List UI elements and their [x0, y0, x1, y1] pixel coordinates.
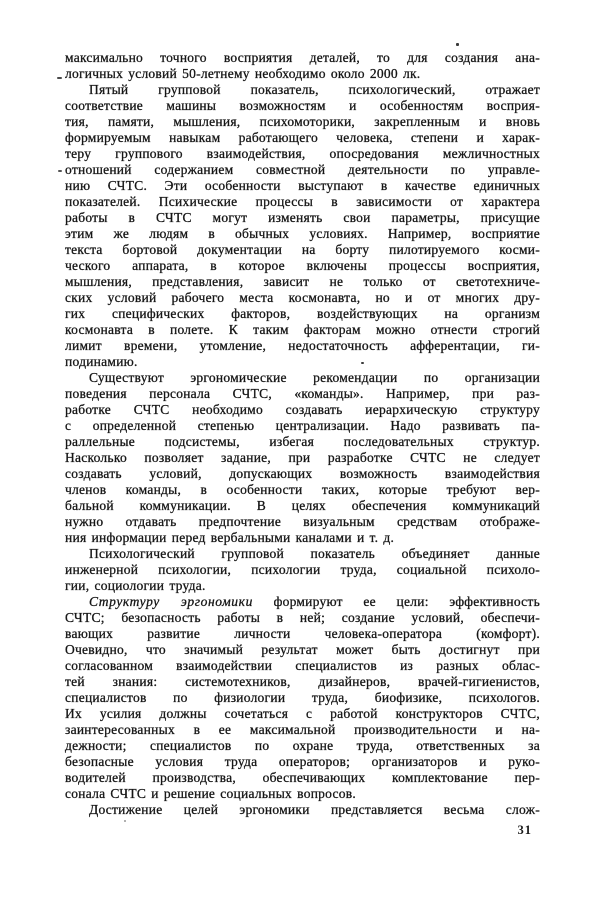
text-line	[65, 66, 540, 82]
scan-speck	[456, 43, 459, 46]
text-segment: лимит времени, утомление, недостаточность афферентации, ги-	[65, 338, 540, 353]
scan-speck	[361, 362, 364, 364]
text-line	[65, 514, 540, 530]
text-segment: Насколько позволяет задание, при разработке СЧТС не следует	[65, 450, 540, 465]
text-segment: теру группового взаимодействия, опосредования межличностных	[65, 146, 540, 161]
text-segment: специалистов по физиологии труда, биофизике, психологов.	[65, 690, 540, 705]
text-line	[65, 786, 540, 802]
text-line	[65, 738, 540, 754]
scan-speck	[57, 77, 62, 79]
text-segment: дежности; специалистов по охране труда, ответственных за	[65, 738, 540, 753]
text-line	[65, 226, 540, 242]
text-line	[65, 546, 540, 562]
text-line	[65, 98, 540, 114]
text-segment: работы в СЧТС могут изменять свои параметры, присущие	[65, 210, 540, 225]
text-line	[65, 674, 540, 690]
text-line	[65, 498, 540, 514]
text-line	[65, 722, 540, 738]
text-segment: показателей. Психические процессы в зависимости от характера	[65, 194, 540, 209]
text-line	[65, 178, 540, 194]
text-line	[65, 610, 540, 626]
text-segment: нию СЧТС. Эти особенности выступают в качестве единичных	[65, 178, 540, 193]
text-line	[65, 706, 540, 722]
text-line	[65, 130, 540, 146]
italic-text-segment: Структуру эргономики	[89, 594, 253, 609]
text-line	[65, 370, 540, 386]
page-number: 31	[517, 823, 532, 837]
text-line	[65, 578, 540, 594]
text-segment: ских условий рабочего места космонавта, но и от многих дру-	[65, 290, 540, 305]
text-segment: создавать условий, допускающих возможность взаимодействия	[65, 466, 540, 481]
text-segment: Существуют эргономические рекомендации по организации	[89, 370, 540, 385]
text-line	[65, 802, 540, 818]
text-line	[65, 530, 540, 546]
scan-speck	[58, 170, 62, 172]
text-segment: формируют ее цели: эффективность	[252, 594, 540, 609]
text-segment: Достижение целей эргономики представляется весьма слож-	[89, 802, 540, 817]
text-segment: согласованном взаимодействии специалистов из разных облас-	[65, 658, 540, 673]
text-line	[65, 258, 540, 274]
text-segment: Пятый групповой показатель, психологический, отражает	[89, 82, 540, 97]
text-line	[65, 562, 540, 578]
text-line	[65, 434, 540, 450]
text-line	[65, 770, 540, 786]
text-segment: мышления, представления, зависит не только от светотехниче-	[65, 274, 540, 289]
text-segment: соответствие машины возможностям и особенностям восприя-	[65, 98, 540, 113]
text-segment: Их усилия должны сочетаться с работой конструкторов СЧТС,	[65, 706, 540, 721]
text-segment: формируемым навыкам работающего человека, степени и харак-	[65, 130, 540, 145]
text-segment: водителей производства, обеспечивающих комплектование пер-	[65, 770, 540, 785]
text-line	[65, 418, 540, 434]
text-line	[65, 242, 540, 258]
text-line	[65, 146, 540, 162]
text-line	[65, 658, 540, 674]
text-line	[65, 114, 540, 130]
text-segment: отношений содержанием совместной деятельности по управле-	[65, 162, 540, 177]
text-line	[65, 290, 540, 306]
text-segment: Очевидно, что значимый результат может быть достигнут при	[65, 642, 540, 657]
text-line	[65, 402, 540, 418]
text-segment: гии, социологии труда.	[65, 578, 206, 593]
text-segment: Психологический групповой показатель объединяет данные	[89, 546, 540, 561]
text-segment: работке СЧТС необходимо создавать иерархическую структуру	[65, 402, 540, 417]
text-segment: бальной коммуникации. В целях обеспечения коммуникаций	[65, 498, 540, 513]
text-segment: логичных условий 50-летнему необходимо около 2000 лк.	[65, 66, 421, 81]
text-line	[65, 354, 540, 370]
text-line	[65, 322, 540, 338]
text-block	[65, 50, 540, 818]
text-segment: тия, памяти, мышления, психомоторики, закрепленным и вновь	[65, 114, 540, 129]
text-segment: с определенной степенью централизации. Надо развивать па-	[65, 418, 540, 433]
text-segment: вающих развитие личности человека-оператора (комфорт).	[65, 626, 540, 641]
scan-speck	[124, 820, 126, 822]
text-segment: нужно отдавать предпочтение визуальным средствам отображе-	[65, 514, 540, 529]
text-line	[65, 690, 540, 706]
text-line	[65, 162, 540, 178]
text-line	[65, 50, 540, 66]
text-line	[65, 594, 540, 610]
text-segment: максимально точного восприятия деталей, то для создания ана-	[65, 50, 540, 65]
text-segment: ческого аппарата, в которое включены процессы восприятия,	[65, 258, 540, 273]
text-segment: членов команды, в особенности таких, которые требуют вер-	[65, 482, 540, 497]
text-line	[65, 754, 540, 770]
text-line	[65, 194, 540, 210]
text-line	[65, 274, 540, 290]
text-segment: заинтересованных в ее максимальной производительности и на-	[65, 722, 540, 737]
text-line	[65, 466, 540, 482]
text-segment: гих специфических факторов, воздействующих на организм	[65, 306, 540, 321]
text-segment: поведения персонала СЧТС, «команды». Например, при раз-	[65, 386, 540, 401]
text-segment: безопасные условия труда операторов; организаторов и руко-	[65, 754, 540, 769]
text-segment: раллельные подсистемы, избегая последовательных структур.	[65, 434, 540, 449]
text-segment: тей знания: системотехников, дизайнеров, врачей-гигиенистов,	[65, 674, 540, 689]
text-line	[65, 450, 540, 466]
text-segment: этим же людям в обычных условиях. Например, восприятие	[65, 226, 540, 241]
text-segment: текста бортовой документации на борту пилотируемого косми-	[65, 242, 540, 257]
text-segment: инженерной психологии, психологии труда, социальной психоло-	[65, 562, 540, 577]
text-segment: сонала СЧТС и решение социальных вопросов.	[65, 786, 356, 801]
text-segment: космонавта в полете. К таким факторам можно отнести строгий	[65, 322, 540, 337]
text-line	[65, 82, 540, 98]
text-segment: подинамию.	[65, 354, 138, 369]
text-line	[65, 210, 540, 226]
text-line	[65, 482, 540, 498]
text-line	[65, 306, 540, 322]
text-line	[65, 386, 540, 402]
text-line	[65, 642, 540, 658]
text-line	[65, 626, 540, 642]
text-segment: СЧТС; безопасность работы в ней; создание условий, обеспечи-	[65, 610, 540, 625]
text-line	[65, 338, 540, 354]
text-segment: ния информации перед вербальными каналами и т. д.	[65, 530, 395, 545]
